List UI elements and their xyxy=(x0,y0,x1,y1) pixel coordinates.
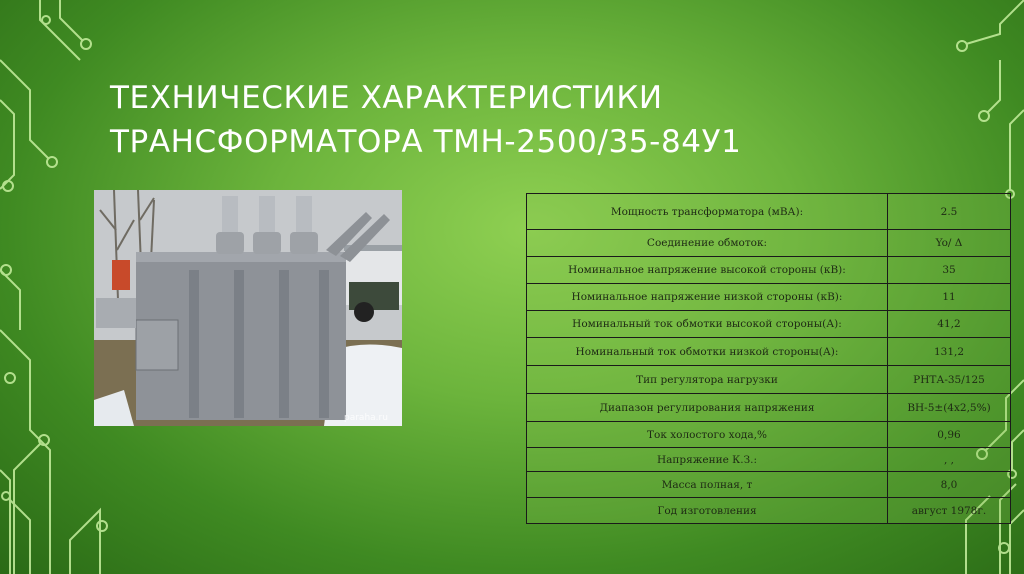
spec-label: Номинальное напряжение низкой стороны (кВ): xyxy=(527,284,888,311)
spec-row xyxy=(527,366,1011,394)
title-line-2: ТРАНСФОРМАТОРА ТМН-2500/35-84У1 xyxy=(110,124,742,160)
spec-value: 35 xyxy=(888,257,1011,284)
spec-row xyxy=(527,284,1011,311)
spec-value: август 1978г. xyxy=(888,498,1011,524)
spec-value: , , xyxy=(888,448,1011,472)
spec-value: РНТА-35/125 xyxy=(888,366,1011,394)
spec-row xyxy=(527,194,1011,230)
spec-row xyxy=(527,338,1011,366)
specs-table xyxy=(526,193,1011,524)
spec-label: Соединение обмоток: xyxy=(527,230,888,257)
spec-row xyxy=(527,311,1011,338)
spec-label: Масса полная, т xyxy=(527,472,888,498)
spec-label: Год изготовления xyxy=(527,498,888,524)
spec-row xyxy=(527,448,1011,472)
spec-row xyxy=(527,472,1011,498)
spec-value: 0,96 xyxy=(888,422,1011,448)
spec-row xyxy=(527,257,1011,284)
photo-watermark: paraha.ru xyxy=(344,413,388,423)
spec-value: Yo/ Δ xyxy=(888,230,1011,257)
spec-label: Диапазон регулирования напряжения xyxy=(527,394,888,422)
spec-value: 2.5 xyxy=(888,194,1011,230)
spec-value: 8,0 xyxy=(888,472,1011,498)
spec-value: 131,2 xyxy=(888,338,1011,366)
spec-value: 41,2 xyxy=(888,311,1011,338)
slide-title xyxy=(110,76,741,164)
spec-label: Напряжение К.З.: xyxy=(527,448,888,472)
spec-row xyxy=(527,230,1011,257)
spec-row xyxy=(527,394,1011,422)
spec-value: ВН-5±(4х2,5%) xyxy=(888,394,1011,422)
spec-label: Ток холостого хода,% xyxy=(527,422,888,448)
spec-label: Тип регулятора нагрузки xyxy=(527,366,888,394)
transformer-illustration xyxy=(94,190,402,426)
spec-value: 11 xyxy=(888,284,1011,311)
spec-row xyxy=(527,498,1011,524)
transformer-photo xyxy=(94,190,402,426)
spec-label: Номинальный ток обмотки низкой стороны(А): xyxy=(527,338,888,366)
title-line-1: ТЕХНИЧЕСКИЕ ХАРАКТЕРИСТИКИ xyxy=(110,80,663,116)
spec-label: Номинальное напряжение высокой стороны (кВ): xyxy=(527,257,888,284)
spec-label: Мощность трансформатора (мВА): xyxy=(527,194,888,230)
spec-row xyxy=(527,422,1011,448)
spec-label: Номинальный ток обмотки высокой стороны(А): xyxy=(527,311,888,338)
